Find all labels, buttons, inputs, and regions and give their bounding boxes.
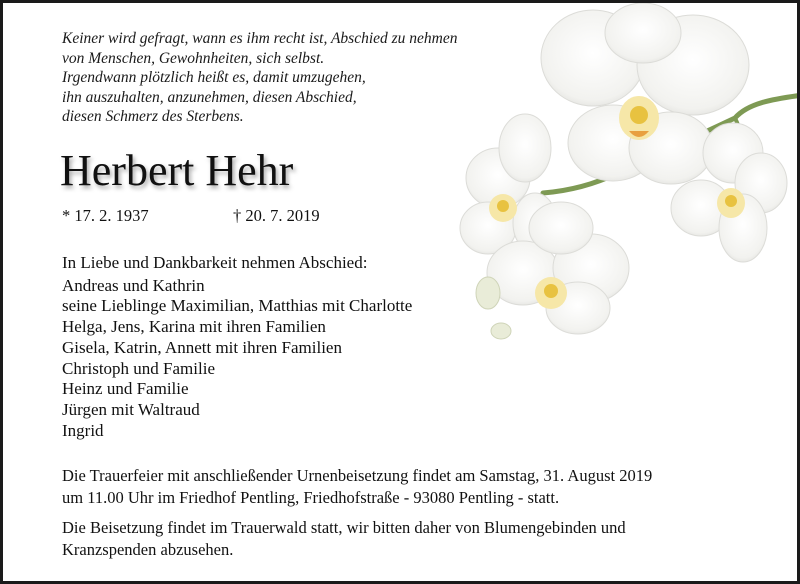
mourner-entry: Christoph und Familie <box>62 358 215 378</box>
burial-line: Kranzspenden abzusehen. <box>62 540 234 559</box>
mourner-entry: Jürgen mit Waltraud <box>62 399 200 419</box>
poem-line: ihn auszuhalten, anzunehmen, diesen Abschied, <box>62 88 357 106</box>
poem-line: Irgendwann plötzlich heißt es, damit umzugehen, <box>62 69 366 86</box>
mourner-entry: Gisela, Katrin, Annett mit ihren Familien <box>62 337 342 357</box>
birth-date: * 17. 2. 1937 <box>62 206 149 225</box>
mourner-entry: Ingrid <box>62 420 104 440</box>
burial-notice <box>62 517 782 561</box>
mourner-entry: Andreas und Kathrin <box>62 275 205 295</box>
ceremony-line: um 11.00 Uhr im Friedhof Pentling, Friedhofstraße - 93080 Pentling - statt. <box>62 488 560 507</box>
ceremony-line: Die Trauerfeier mit anschließender Urnenbeisetzung findet am Samstag, 31. August 2019 <box>62 466 653 485</box>
ceremony-notice <box>62 465 782 509</box>
burial-line: Die Beisetzung findet im Trauerwald statt, wir bitten daher von Blumengebinden und <box>62 518 626 537</box>
poem-line: diesen Schmerz des Sterbens. <box>62 108 244 125</box>
white-orchid-icon <box>443 3 800 348</box>
mourners-intro: In Liebe und Dankbarkeit nehmen Abschied: <box>62 253 368 272</box>
deceased-name: Herbert Hehr <box>60 146 294 195</box>
death-date: † 20. 7. 2019 <box>233 206 320 225</box>
poem-line: von Menschen, Gewohnheiten, sich selbst. <box>62 49 325 67</box>
mourner-entry: Helga, Jens, Karina mit ihren Familien <box>62 317 326 337</box>
mourner-entry: seine Lieblinge Maximilian, Matthias mit Charlotte <box>62 296 413 316</box>
poem-line: Keiner wird gefragt, wann es ihm recht ist, Abschied zu nehmen <box>62 30 458 47</box>
mourner-entry: Heinz und Familie <box>62 379 189 399</box>
